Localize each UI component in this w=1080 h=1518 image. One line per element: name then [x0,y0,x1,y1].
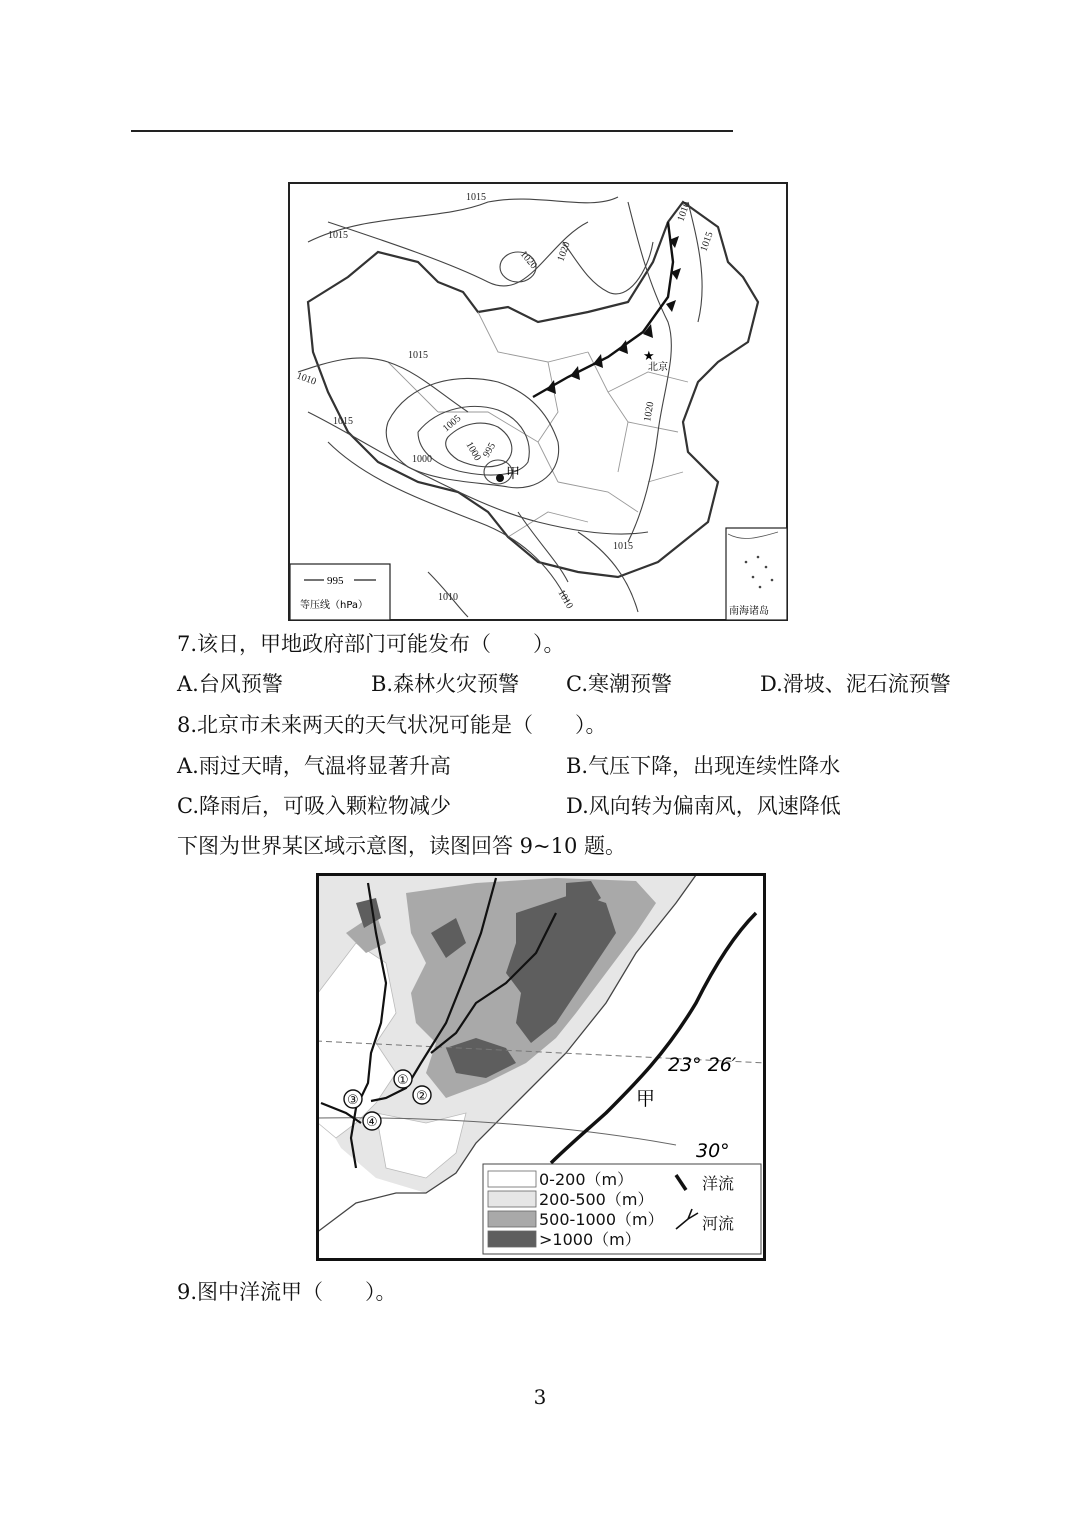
isobar-label: 1005 [440,413,464,435]
legend-500-1000: 500-1000（m） [539,1210,664,1229]
legend-over-1000: >1000（m） [539,1230,641,1249]
point-jia-marker [496,474,504,482]
isobar-label: 1015 [613,541,633,552]
current-jia-label: 甲 [636,1088,656,1110]
star-icon: ★ [643,349,655,364]
legend-isobar-label: 等压线（hPa） [300,600,369,611]
inset-label: 南海诸岛 [729,606,769,617]
latitude-label-23: 23° 26′ [668,1054,737,1076]
beijing-label: 北京 [648,362,668,373]
page-number: 3 [533,1385,547,1409]
isobar-label: 1010 [294,370,318,388]
isobar-label: 1015 [698,230,716,254]
legend-isobar-value: 995 [327,575,344,587]
marker-2: ② [416,1089,428,1104]
isobar-label: 995 [481,441,499,460]
q8-option-c: C.降雨后，可吸入颗粒物减少 [177,794,451,818]
isobar-label: 1015 [333,416,353,427]
isobar-label: 1010 [438,592,458,603]
isobar-map [288,182,788,622]
q7-option-d: D.滑坡、泥石流预警 [760,672,951,696]
latitude-label-30: 30° [696,1140,730,1162]
isobar-label: 1020 [642,400,657,423]
isobar-label: 1020 [517,248,539,272]
intro-text: 下图为世界某区域示意图，读图回答 9~10 题。 [177,834,627,858]
q7-option-b: B.森林火灾预警 [371,672,520,696]
q7-option-a: A.台风预警 [177,672,283,696]
marker-4: ④ [366,1115,378,1130]
isobar-label: 1015 [408,350,428,361]
marker-1: ① [397,1073,409,1088]
marker-3: ③ [347,1093,359,1108]
isobar-label: 1000 [412,454,432,465]
isobar-label: 1015 [328,230,348,241]
q8-option-a: A.雨过天晴，气温将显著升高 [177,754,451,778]
region-map [316,873,766,1261]
legend-200-500: 200-500（m） [539,1190,654,1209]
isobar-label: 1010 [555,588,575,611]
q7-option-c: C.寒潮预警 [566,672,672,696]
q8-option-d: D.风向转为偏南风，风速降低 [566,794,841,818]
legend-river-label: 河流 [702,1214,735,1233]
question-7-stem: 7.该日，甲地政府部门可能发布（ ）。 [177,632,565,656]
isobar-label: 1020 [555,240,573,264]
isobar-label: 1000 [463,440,483,463]
isobar-label: 1015 [466,192,486,203]
legend-current-label: 洋流 [702,1174,735,1193]
top-rule [131,130,733,132]
point-jia-label: 甲 [506,466,520,482]
q8-option-b: B.气压下降，出现连续性降水 [566,754,841,778]
question-8-stem: 8.北京市未来两天的天气状况可能是（ ）。 [177,713,607,737]
isobar-label: 1010 [675,200,693,224]
question-9-stem: 9.图中洋流甲（ ）。 [177,1280,397,1304]
legend-0-200: 0-200（m） [539,1170,634,1189]
